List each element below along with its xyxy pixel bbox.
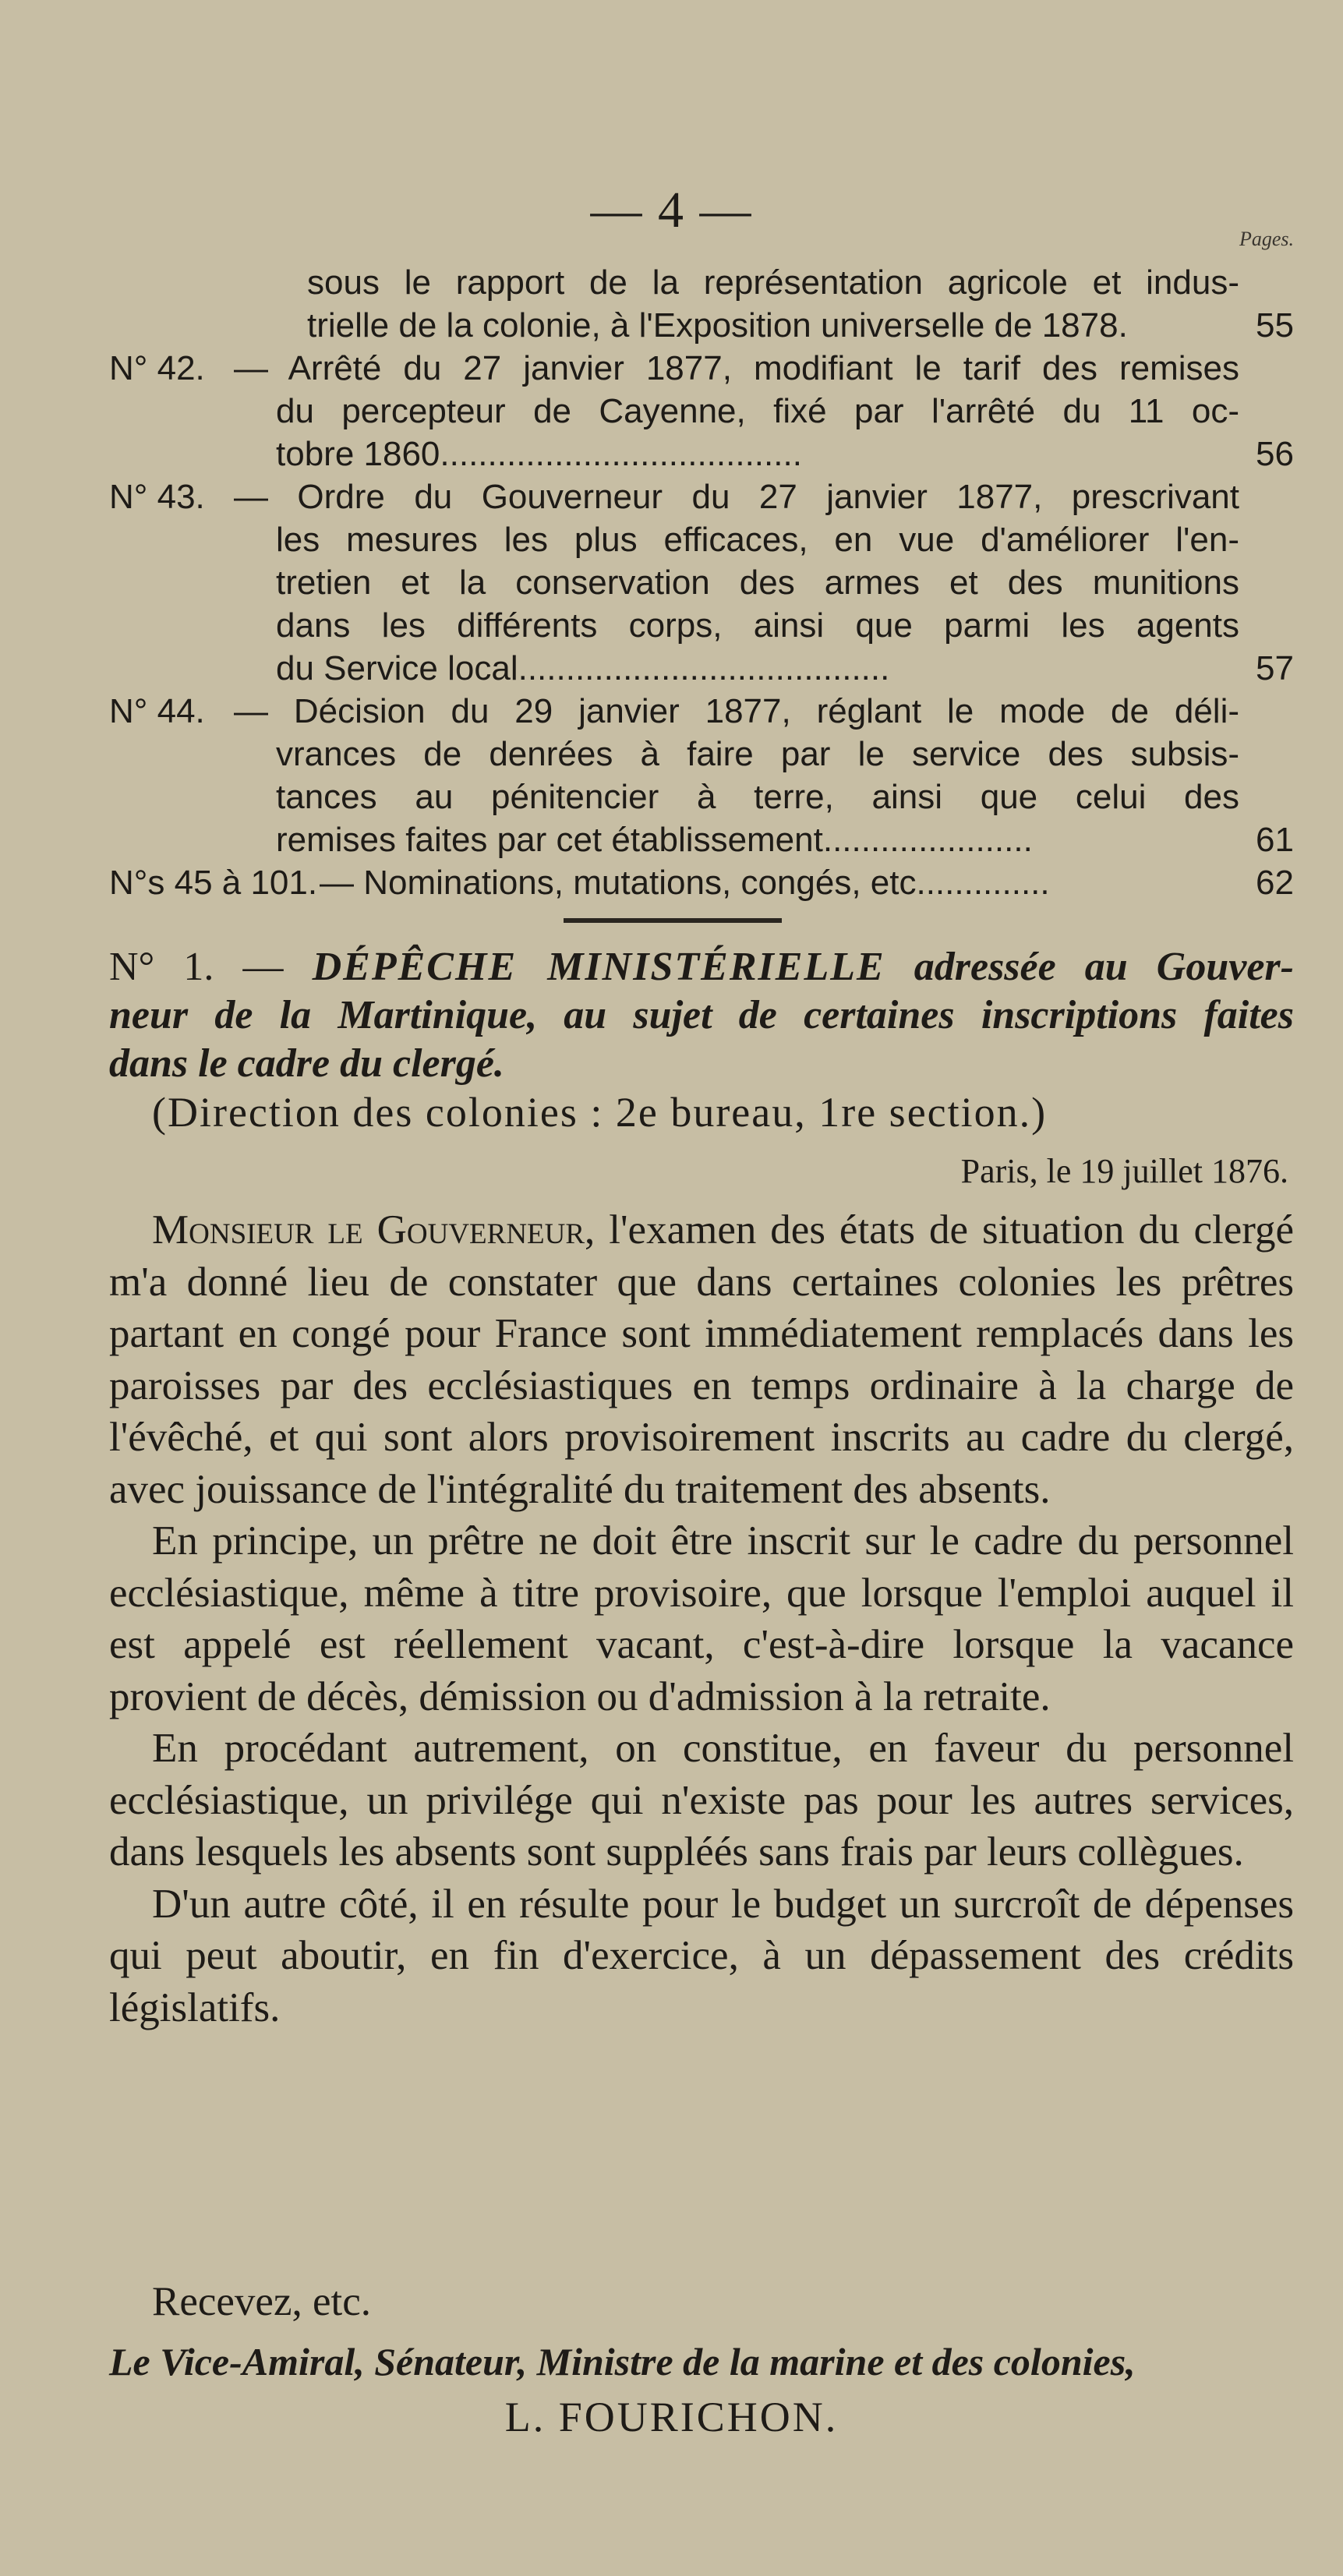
salutation: Monsieur le Gouverneur, xyxy=(152,1207,596,1253)
heading-line xyxy=(109,943,1294,991)
toc-entry xyxy=(109,861,1294,904)
page-number: — 4 — xyxy=(590,182,753,239)
toc-line: — Nominations, mutations, congés, etc.............. xyxy=(320,864,1050,902)
toc-line: les mesures les plus efficaces, en vue d'améliorer l'en- xyxy=(276,521,1239,559)
toc-line: remises faites par cet établissement...................... xyxy=(276,821,1033,859)
paragraph: En principe, un prêtre ne doit être inscrit sur le cadre du personnel ecclésiastique, même à titre provisoire, que lorsque l'emploi auquel il est appelé est réellement vacant, c'est-à-dire lorsque la vacance provient de décès, démission ou d'admission à la retraite. xyxy=(109,1518,1294,1719)
toc-line: du Service local....................................... xyxy=(276,649,890,687)
toc-line: — Arrêté du 27 janvier 1877, modifiant le tarif des remises xyxy=(234,349,1239,387)
toc-line: tretien et la conservation des armes et des munitions xyxy=(276,564,1239,602)
toc-line: vrances de denrées à faire par le service des subsis- xyxy=(276,735,1239,773)
toc-line: dans les différents corps, ainsi que parmi les agents xyxy=(276,606,1239,645)
heading-subtitle-start: adressée au Gouver- xyxy=(914,945,1294,989)
heading-line: neur de la Martinique, au sujet de certaines inscriptions faites xyxy=(109,993,1294,1037)
toc-line: tances au pénitencier à terre, ainsi que celui des xyxy=(276,778,1239,816)
toc-entry-number: N° 44. xyxy=(109,692,205,730)
document-title: DÉPÊCHE MINISTÉRIELLE xyxy=(312,945,885,989)
toc-page-number: 56 xyxy=(1256,435,1294,473)
toc-entry-number: N° 43. xyxy=(109,478,205,516)
heading-dash: — xyxy=(242,945,284,989)
toc-page-number: 55 xyxy=(1256,306,1294,345)
toc-line: tobre 1860...................................... xyxy=(276,435,802,473)
toc-line: — Décision du 29 janvier 1877, réglant le mode de déli- xyxy=(234,692,1239,730)
toc-entry-text xyxy=(234,475,1239,690)
toc-entry-number: N° 42. xyxy=(109,349,205,387)
toc-entry xyxy=(109,475,1294,690)
paragraph-text: l'examen des états de situation du clergé m'a donné lieu de constater que dans certaines colonies les prêtres partant en congé pour France sont immédiatement remplacés dans les paroisses par des ecclésiastiques en temps ordinaire à la charge de l'évêché, et qui sont alors provisoirement inscrits au cadre du clergé, avec jouissance de l'intégralité du traitement des absents. xyxy=(109,1207,1294,1512)
toc-line: trielle de la colonie, à l'Exposition universelle de 1878. xyxy=(307,306,1128,345)
toc-entry-text xyxy=(234,347,1239,475)
heading-line: dans le cadre du clergé. xyxy=(109,1041,504,1086)
toc-line: — Ordre du Gouverneur du 27 janvier 1877, prescrivant xyxy=(234,478,1239,516)
toc-entry xyxy=(109,690,1294,861)
table-of-contents xyxy=(109,261,1294,904)
closing-line: Recevez, etc. xyxy=(152,2279,371,2324)
direction-line: (Direction des colonies : 2e bureau, 1re section.) xyxy=(152,1089,1048,1136)
document-number: N° 1. xyxy=(109,945,214,989)
section-divider xyxy=(564,918,782,923)
toc-entry-number: N°s 45 à 101. xyxy=(109,864,318,902)
signatory-name: L. FOURICHON. xyxy=(504,2394,839,2440)
toc-page-number: 62 xyxy=(1256,864,1294,902)
toc-line: sous le rapport de la représentation agricole et indus- xyxy=(307,263,1239,302)
paragraph xyxy=(109,1204,1294,1515)
letter-date: Paris, le 19 juillet 1876. xyxy=(960,1152,1288,1190)
letter-body xyxy=(109,1204,1294,2034)
paragraph: En procédant autrement, on constitue, en faveur du personnel ecclésiastique, un privilége qui n'existe pas pour les autres services, dans lesquels les absents sont suppléés sans frais par leurs collègues. xyxy=(109,1726,1294,1875)
toc-entry-continued xyxy=(109,261,1294,347)
toc-page-number: 61 xyxy=(1256,821,1294,859)
document-heading xyxy=(109,943,1294,1088)
toc-page-number: 57 xyxy=(1256,649,1294,687)
toc-entry-text xyxy=(320,861,1239,904)
toc-line: du percepteur de Cayenne, fixé par l'arrêté du 11 oc- xyxy=(276,392,1239,430)
toc-entry-text xyxy=(307,261,1239,347)
paragraph: D'un autre côté, il en résulte pour le budget un surcroît de dépenses qui peut aboutir, en fin d'exercice, à un dépassement des crédits législatifs. xyxy=(109,1881,1294,2030)
pages-column-label: Pages. xyxy=(1239,228,1295,250)
toc-entry xyxy=(109,347,1294,475)
signatory-title: Le Vice-Amiral, Sénateur, Ministre de la marine et des colonies, xyxy=(109,2340,1136,2383)
toc-entry-text xyxy=(234,690,1239,861)
